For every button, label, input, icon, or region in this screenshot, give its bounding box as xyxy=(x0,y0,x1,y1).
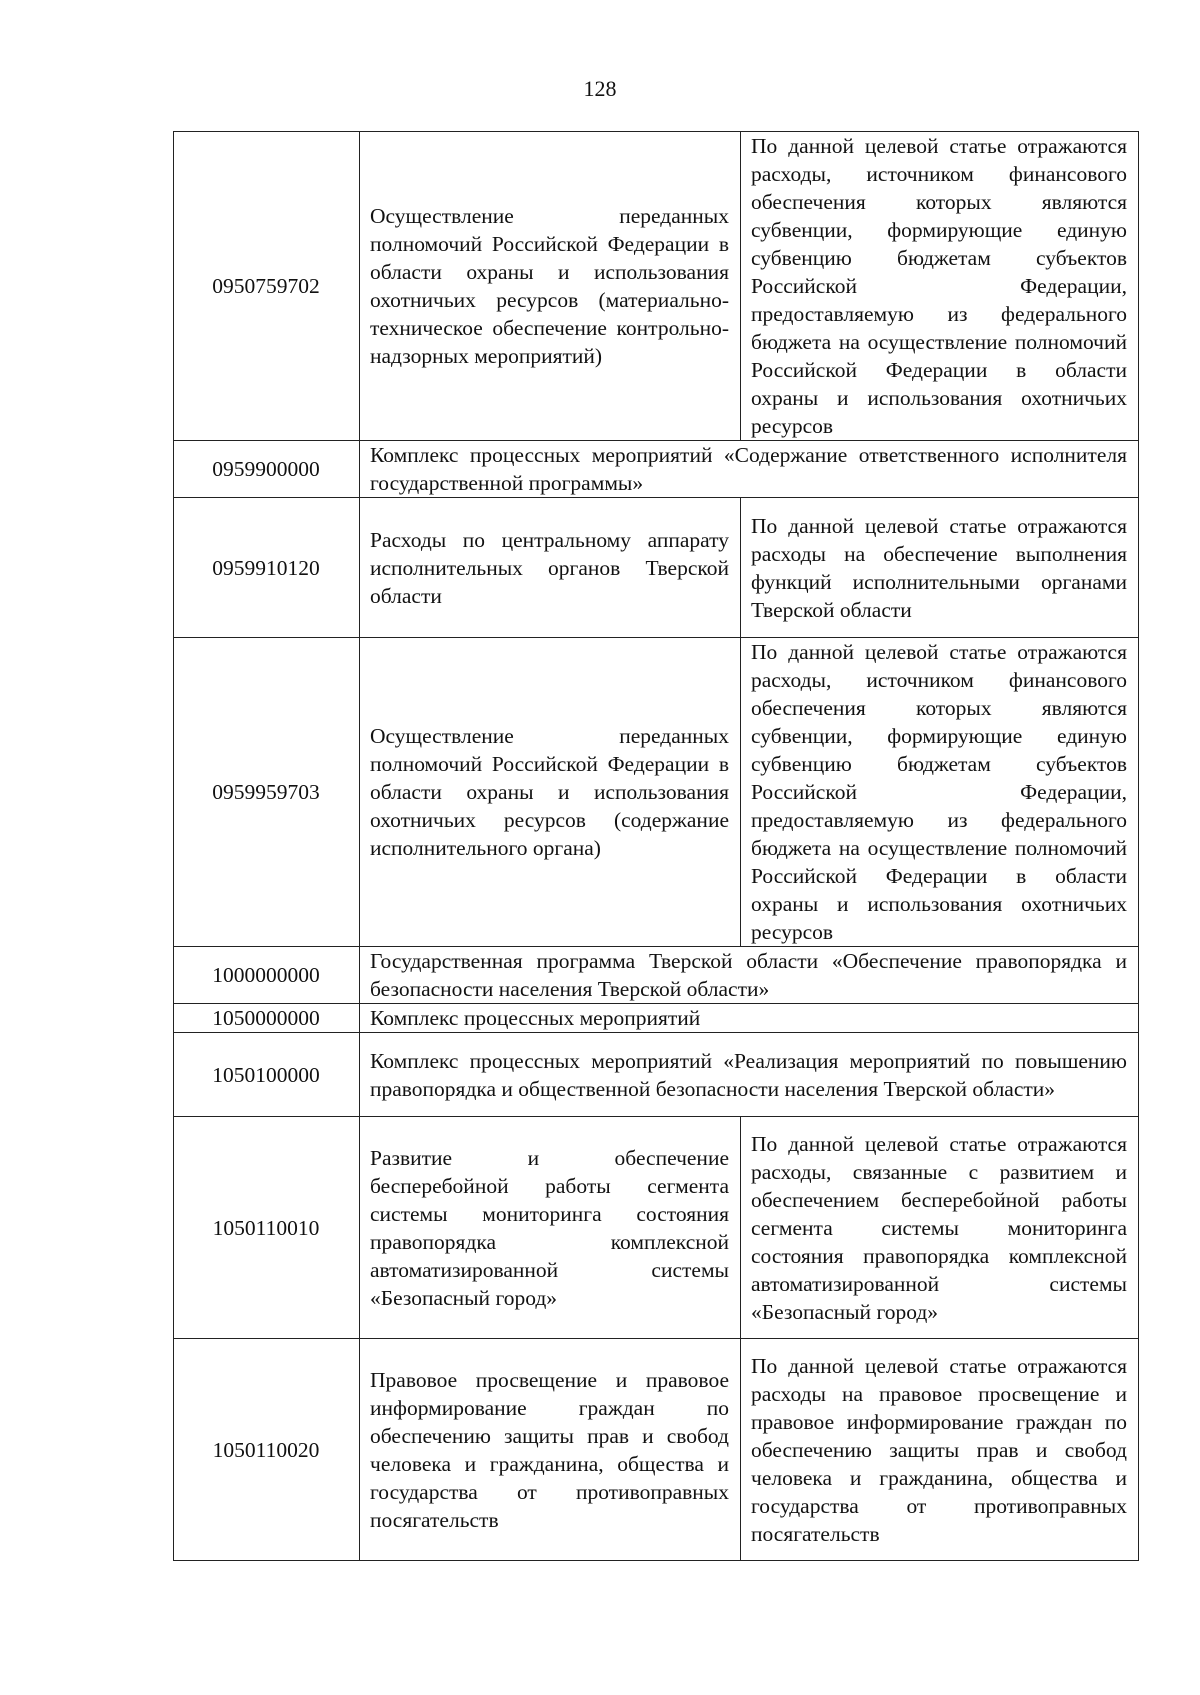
row-section-title: Государственная программа Тверской области «Обеспечение правопорядка и безопасности населения Тверской области» xyxy=(360,947,1139,1004)
row-code: 1050110020 xyxy=(174,1339,360,1561)
table-row xyxy=(174,441,1139,498)
table-row xyxy=(174,638,1139,947)
table-row xyxy=(174,1117,1139,1339)
row-section-title: Комплекс процессных мероприятий «Реализация мероприятий по повышению правопорядка и общественной безопасности населения Тверской области» xyxy=(360,1033,1139,1117)
table-row xyxy=(174,498,1139,638)
row-code: 0959910120 xyxy=(174,498,360,638)
table-row xyxy=(174,947,1139,1004)
row-description: По данной целевой статье отражаются расходы, источником финансового обеспечения которых являются субвенции, формирующие единую субвенцию бюджетам субъектов Российской Федерации, предоставляемую из федерального бюджета на осуществление полномочий Российской Федерации в области охраны и использования охотничьих ресурсов xyxy=(741,638,1139,947)
row-code: 0959900000 xyxy=(174,441,360,498)
row-code: 1000000000 xyxy=(174,947,360,1004)
row-description: По данной целевой статье отражаются расходы, источником финансового обеспечения которых являются субвенции, формирующие единую субвенцию бюджетам субъектов Российской Федерации, предоставляемую из федерального бюджета на осуществление полномочий Российской Федерации в области охраны и использования охотничьих ресурсов xyxy=(741,132,1139,441)
table-row xyxy=(174,1004,1139,1033)
row-description: По данной целевой статье отражаются расходы на правовое просвещение и правовое информирование граждан по обеспечению защиты прав и свобод человека и гражданина, общества и государства от противоправных посягательств xyxy=(741,1339,1139,1561)
budget-classification-table xyxy=(173,131,1139,1561)
page-number: 128 xyxy=(583,76,617,101)
row-name: Правовое просвещение и правовое информирование граждан по обеспечению защиты прав и свобод человека и гражданина, общества и государства от противоправных посягательств xyxy=(360,1339,741,1561)
row-code: 0950759702 xyxy=(174,132,360,441)
row-code: 1050110010 xyxy=(174,1117,360,1339)
row-code: 1050000000 xyxy=(174,1004,360,1033)
row-description: По данной целевой статье отражаются расходы на обеспечение выполнения функций исполнительными органами Тверской области xyxy=(741,498,1139,638)
table-row xyxy=(174,132,1139,441)
row-description: По данной целевой статье отражаются расходы, связанные с развитием и обеспечением бесперебойной работы сегмента системы мониторинга состояния правопорядка комплексной автоматизированной системы «Безопасный город» xyxy=(741,1117,1139,1339)
table-row xyxy=(174,1033,1139,1117)
row-code: 1050100000 xyxy=(174,1033,360,1117)
row-name: Развитие и обеспечение бесперебойной работы сегмента системы мониторинга состояния правопорядка комплексной автоматизированной системы «Безопасный город» xyxy=(360,1117,741,1339)
row-section-title: Комплекс процессных мероприятий «Содержание ответственного исполнителя государственной программы» xyxy=(360,441,1139,498)
row-name: Осуществление переданных полномочий Российской Федерации в области охраны и использования охотничьих ресурсов (содержание исполнительного органа) xyxy=(360,638,741,947)
table-row xyxy=(174,1339,1139,1561)
row-code: 0959959703 xyxy=(174,638,360,947)
row-section-title: Комплекс процессных мероприятий xyxy=(360,1004,1139,1033)
row-name: Расходы по центральному аппарату исполнительных органов Тверской области xyxy=(360,498,741,638)
row-name: Осуществление переданных полномочий Российской Федерации в области охраны и использования охотничьих ресурсов (материально-техническое обеспечение контрольно-надзорных мероприятий) xyxy=(360,132,741,441)
